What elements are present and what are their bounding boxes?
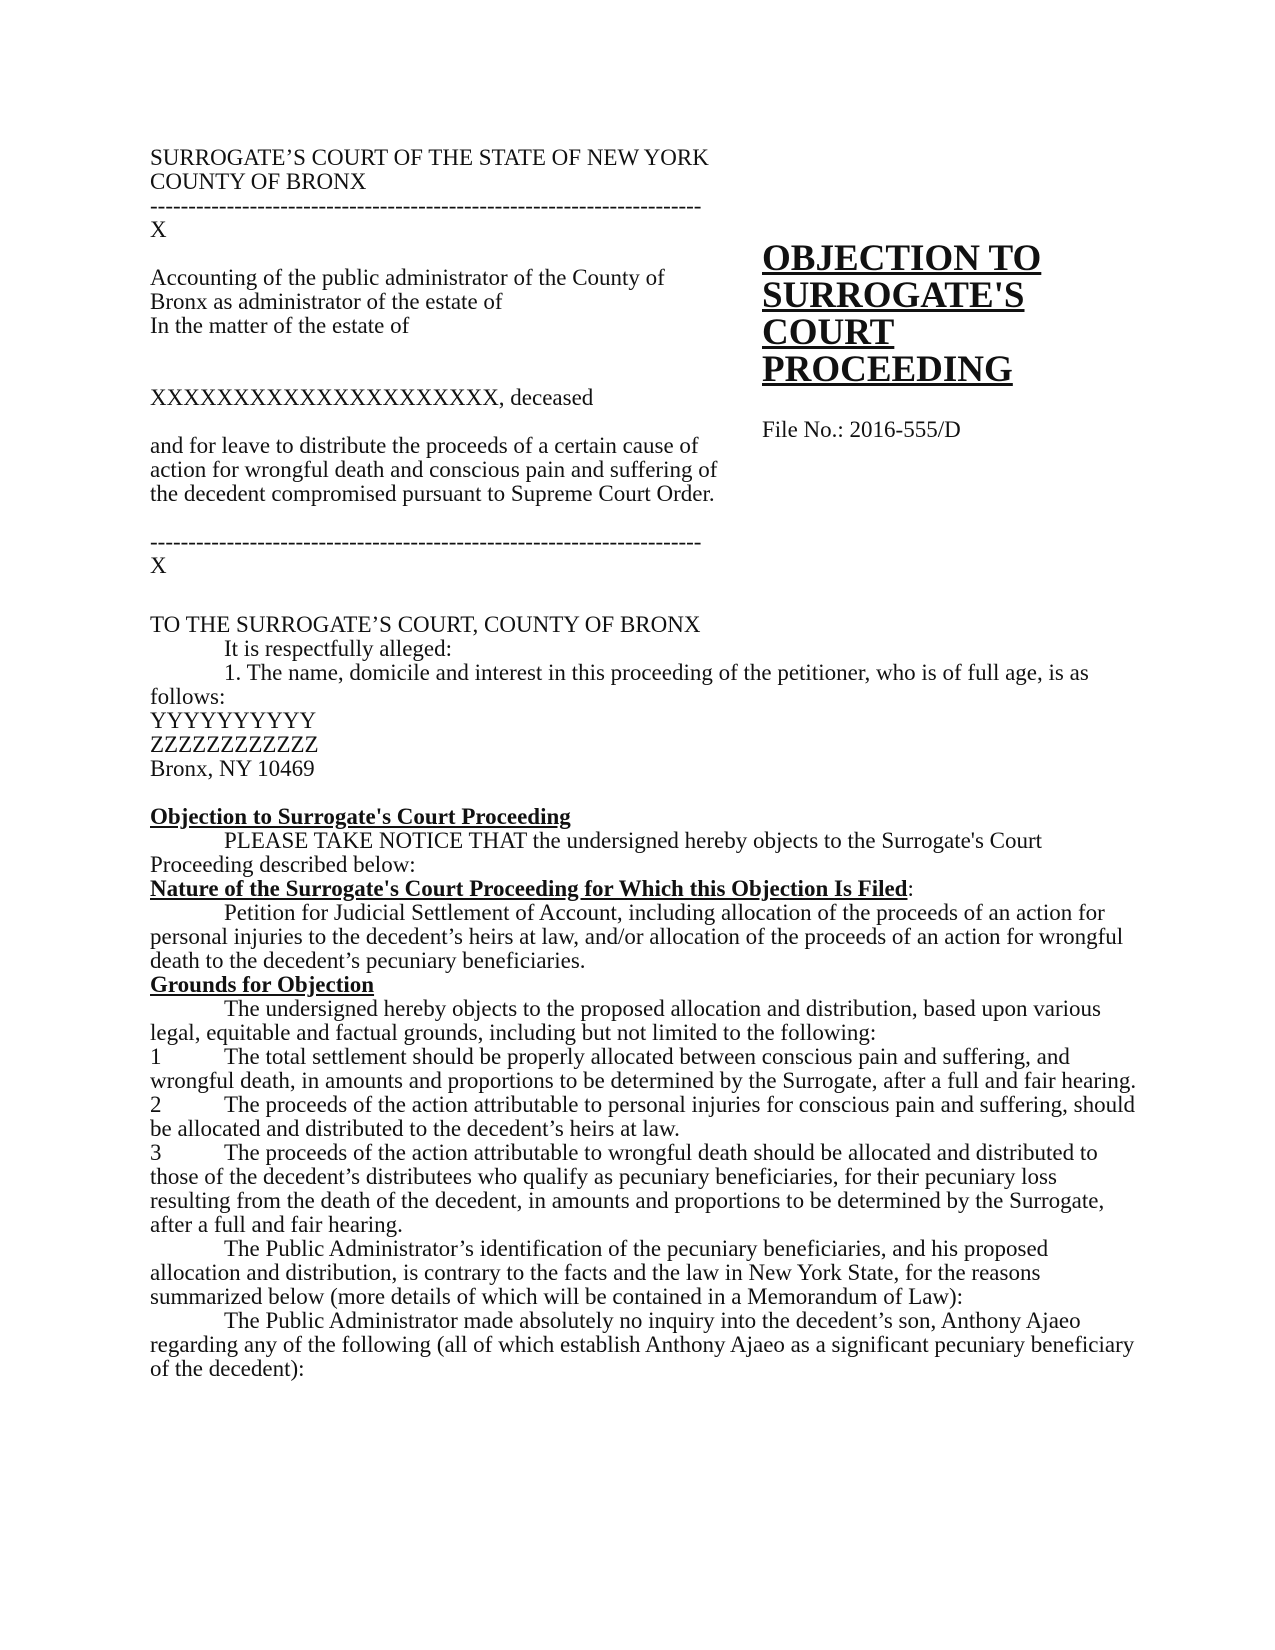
title-line: PROCEEDING (762, 349, 1013, 390)
heading-nature: Nature of the Surrogate's Court Proceeding for Which this Objection Is Filed (150, 876, 908, 901)
item-number: 2 (150, 1092, 162, 1117)
public-administrator-paragraph: The Public Administrator’s identification of the pecuniary beneficiaries, and his proposed allocation and distribution, is contrary to the facts and the law in New York State, for the reasons summarized below (more details of which will be contained in a Memorandum of Law): (150, 1236, 1049, 1309)
item-text: The total settlement should be properly allocated between conscious pain and suffering, and wrongful death, in amounts and proportions to be determined by the Surrogate, after a full and fair hearing. (150, 1044, 1137, 1093)
grounds-intro: The undersigned hereby objects to the proposed allocation and distribution, based upon various legal, equitable and factual grounds, including but not limited to the following: (150, 996, 1101, 1045)
nature-paragraph: Petition for Judicial Settlement of Account, including allocation of the proceeds of an action for personal injuries to the decedent’s heirs at law, and/or allocation of the proceeds of an action for wrongful death to the decedent’s pecuniary beneficiaries. (150, 900, 1124, 973)
item-number: 3 (150, 1140, 162, 1165)
caption-divider-top: ------------------------------------------------------------------------ (150, 194, 702, 218)
caption-x-bottom: X (150, 553, 167, 578)
leave-line: action for wrongful death and conscious pain and suffering of (150, 457, 718, 482)
addressed-to: TO THE SURROGATE’S COURT, COUNTY OF BRONX (150, 612, 701, 637)
heading-nature-wrap (150, 877, 1140, 901)
court-name: SURROGATE’S COURT OF THE STATE OF NEW YORK (150, 145, 709, 170)
heading-grounds: Grounds for Objection (150, 972, 375, 997)
list-item (150, 1141, 1140, 1237)
paragraph-1: 1. The name, domicile and interest in this proceeding of the petitioner, who is of full age, is as follows: (150, 660, 1089, 709)
file-number: File No.: 2016-555/D (762, 417, 961, 442)
court-caption (150, 146, 770, 194)
petitioner-street: ZZZZZZZZZZZZ (150, 732, 319, 757)
leave-line: the decedent compromised pursuant to Supreme Court Order. (150, 481, 715, 506)
document-title (762, 240, 1122, 388)
heading-nature-colon: : (907, 876, 914, 901)
inquiry-paragraph: The Public Administrator made absolutely no inquiry into the decedent’s son, Anthony Ajaeo regarding any of the following (all of which establish Anthony Ajaeo as a significant pecuniary beneficiary of the decedent): (150, 1308, 1135, 1381)
item-text: The proceeds of the action attributable to personal injuries for conscious pain and suffering, should be allocated and distributed to the decedent’s heirs at law. (150, 1092, 1136, 1141)
spacer (150, 781, 1140, 805)
accounting-line: In the matter of the estate of (150, 313, 410, 338)
county-name: COUNTY OF BRONX (150, 169, 367, 194)
alleged-line: It is respectfully alleged: (224, 636, 453, 661)
document-body (150, 613, 1140, 1381)
deceased-line: XXXXXXXXXXXXXXXXXXXXX, deceased (150, 385, 594, 410)
list-item (150, 1093, 1140, 1141)
caption-divider-bottom: ------------------------------------------------------------------------ (150, 530, 702, 554)
title-line: COURT (762, 312, 895, 353)
leave-block (150, 434, 765, 506)
item-number: 1 (150, 1044, 162, 1069)
title-line: OBJECTION TO (762, 238, 1042, 279)
petitioner-city: Bronx, NY 10469 (150, 756, 315, 781)
item-text: The proceeds of the action attributable to wrongful death should be allocated and distributed to those of the decedent’s distributees who qualify as pecuniary beneficiaries, for their pecuniary loss resulting from the death of the decedent, in amounts and proportions to be determined by the Surrogate, after a full and fair hearing. (150, 1140, 1105, 1237)
list-item (150, 1045, 1140, 1093)
accounting-block (150, 266, 765, 338)
accounting-line: Accounting of the public administrator of the County of (150, 265, 665, 290)
leave-line: and for leave to distribute the proceeds of a certain cause of (150, 433, 699, 458)
petitioner-name: YYYYYYYYYY (150, 708, 317, 733)
title-line: SURROGATE'S (762, 275, 1025, 316)
accounting-line: Bronx as administrator of the estate of (150, 289, 503, 314)
caption-x-top: X (150, 217, 167, 242)
heading-objection: Objection to Surrogate's Court Proceeding (150, 804, 571, 829)
notice-paragraph: PLEASE TAKE NOTICE THAT the undersigned hereby objects to the Surrogate's Court Proceeding described below: (150, 828, 1043, 877)
